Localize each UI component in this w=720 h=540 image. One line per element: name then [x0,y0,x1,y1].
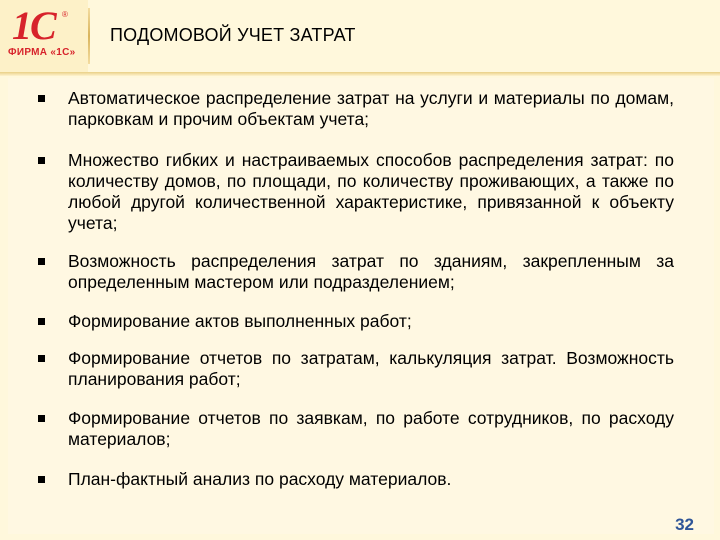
bullet-square-icon [38,318,45,325]
list-item-text: Формирование актов выполненных работ; [68,311,412,331]
page-title: ПОДОМОВОЙ УЧЕТ ЗАТРАТ [110,25,356,45]
bullet-square-icon [38,258,45,265]
logo [0,0,88,72]
logo-mark: 1С [12,3,55,48]
bullet-square-icon [38,415,45,422]
header-divider [88,8,90,64]
page-number: 32 [675,515,694,534]
list-item-text: Возможность распределения затрат по зданиям, закрепленным за определенным мастером или подразделением; [68,251,674,292]
list-item-text: Формирование отчетов по заявкам, по работе сотрудников, по расходу материалов; [68,408,674,449]
logo-registered-mark: ® [62,10,68,19]
list-item-text: План-фактный анализ по расходу материалов. [68,469,452,489]
list-item-text: Автоматическое распределение затрат на услуги и материалы по домам, парковкам и прочим объектам учета; [68,88,674,129]
content-area [8,78,714,534]
bullet-square-icon [38,157,45,164]
bullet-square-icon [38,355,45,362]
list-item-text: Множество гибких и настраиваемых способов распределения затрат: по количеству домов, по площади, по количеству проживающих, а также по любой другой количественной характеристике, привязанной к объекту учета; [68,150,674,233]
logo-company-name: ФИРМА «1С» [8,47,76,58]
header [0,0,720,72]
header-rule [0,72,720,76]
bullet-square-icon [38,476,45,483]
list-item-text: Формирование отчетов по затратам, калькуляция затрат. Возможность планирования работ; [68,348,674,389]
bullet-square-icon [38,95,45,102]
